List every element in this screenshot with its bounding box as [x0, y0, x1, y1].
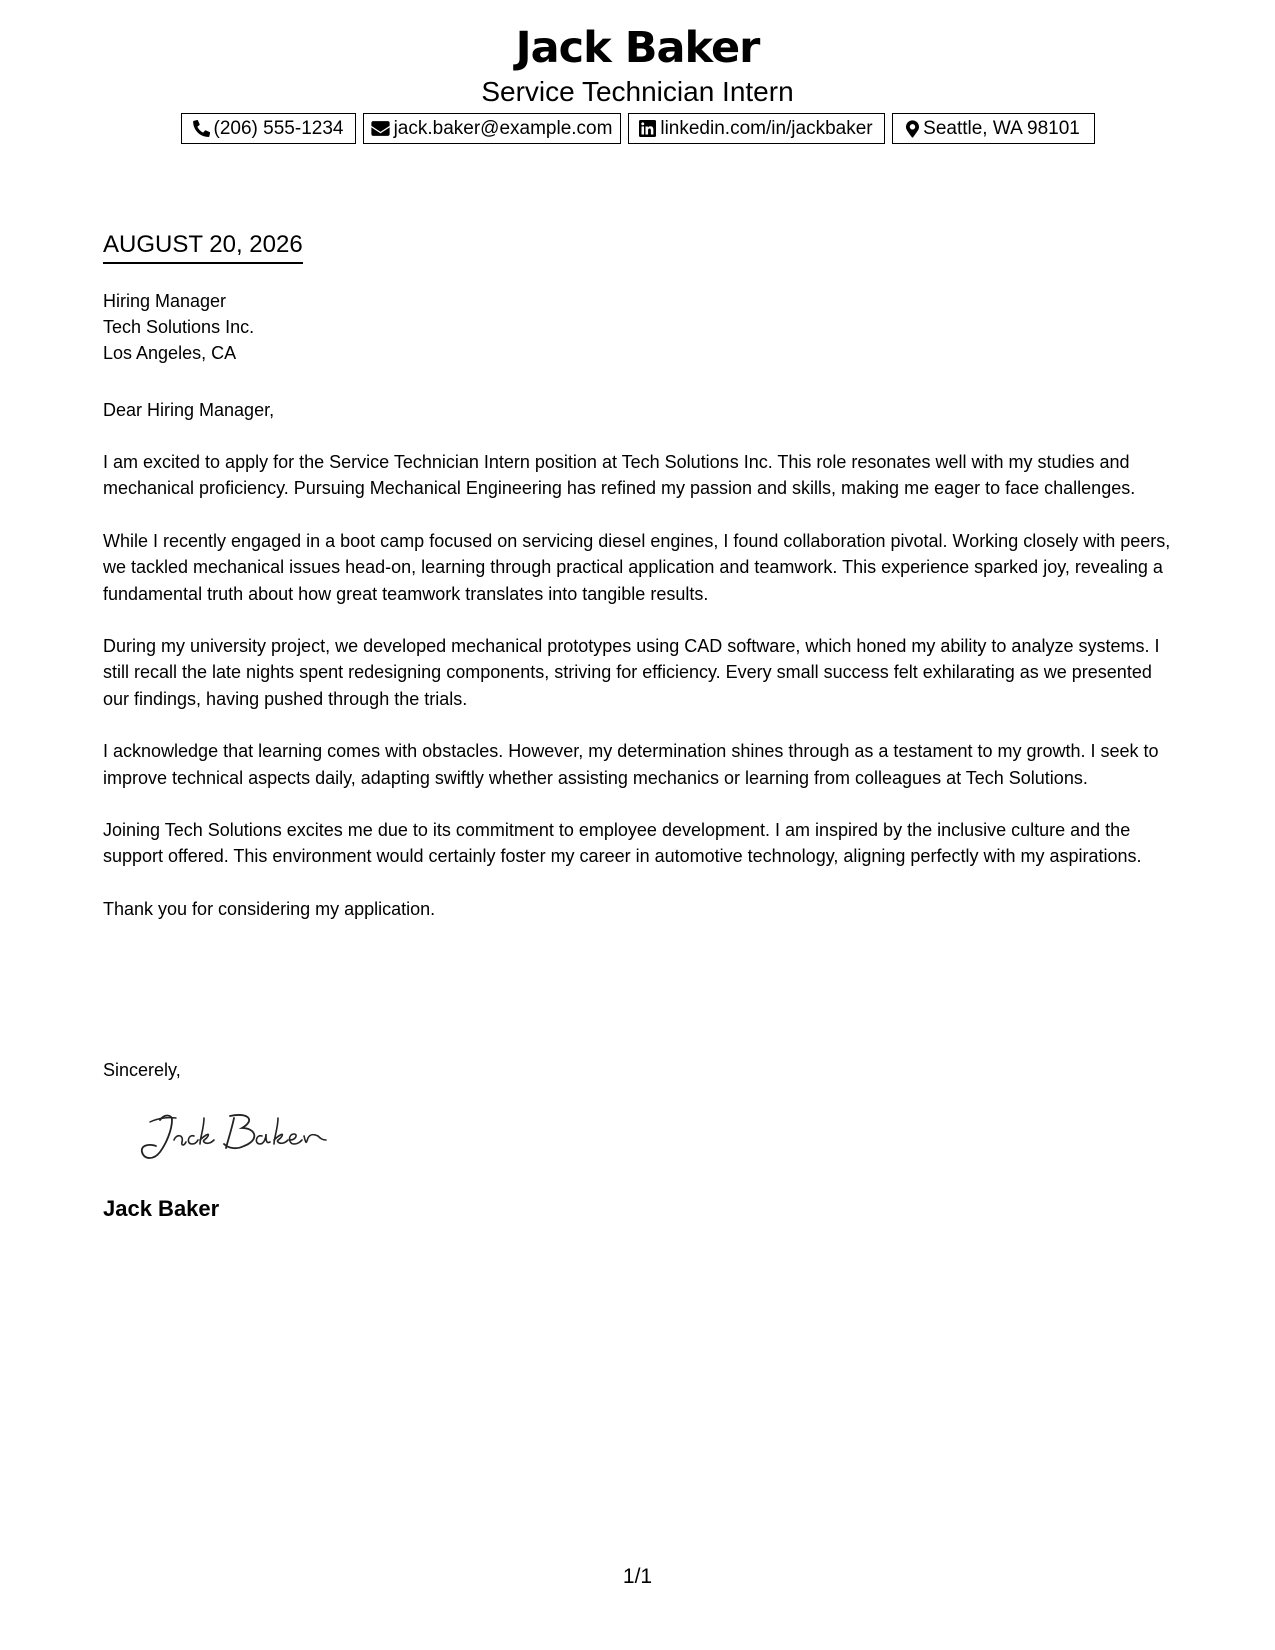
body-paragraph: While I recently engaged in a boot camp focused on servicing diesel engines, I found collaboration pivotal. Working closely with peers, we tackled mechanical issues head-on, learning through practical application and teamwork. This experience sparked joy, revealing a fundamental truth about how great teamwork translates into tangible results.: [103, 530, 1171, 604]
page-number: 1/1: [622, 1565, 653, 1588]
contact-linkedin: [628, 113, 885, 144]
recipient-company: Tech Solutions Inc.: [103, 317, 255, 337]
body-paragraph: During my university project, we developed mechanical prototypes using CAD software, which honed my ability to analyze systems. I still recall the late nights spent redesigning components, striving for efficiency. Every small success felt exhilarating as we presented our findings, having pushed through the trials.: [103, 636, 1160, 709]
contact-phone-text: (206) 555-1234: [213, 117, 344, 139]
linkedin-icon: [639, 120, 656, 137]
contact-email-text: jack.baker@example.com: [393, 117, 613, 139]
body-paragraph: I am excited to apply for the Service Technician Intern position at Tech Solutions Inc. This role resonates well with my studies and mechanical proficiency. Pursuing Mechanical Engineering has refined my passion and skills, making me eager to face challenges.: [103, 452, 1136, 499]
contact-email: [363, 113, 621, 144]
salutation: Dear Hiring Manager,: [103, 400, 275, 420]
contact-bar: [0, 113, 1275, 144]
letter-header: [0, 22, 1275, 109]
body-paragraph: Joining Tech Solutions excites me due to its commitment to employee development. I am inspired by the inclusive culture and the support offered. This environment would certainly foster my career in automotive technology, aligning perfectly with my aspirations.: [103, 820, 1142, 867]
job-title: Service Technician Intern: [481, 76, 794, 107]
letter-date: AUGUST 20, 2026: [103, 230, 303, 264]
body-paragraph: Thank you for considering my application.: [103, 898, 436, 919]
contact-phone: [181, 113, 356, 144]
signed-name: Jack Baker: [103, 1196, 220, 1221]
handwritten-signature: [138, 1110, 328, 1162]
map-marker-icon: [906, 120, 919, 138]
envelope-icon: [371, 121, 390, 136]
recipient-location: Los Angeles, CA: [103, 343, 237, 363]
phone-icon: [193, 120, 210, 137]
contact-linkedin-text: linkedin.com/in/jackbaker: [660, 117, 873, 139]
contact-location-text: Seattle, WA 98101: [923, 117, 1080, 139]
contact-location: [892, 113, 1095, 144]
body-paragraph: I acknowledge that learning comes with obstacles. However, my determination shines through as a testament to my growth. I seek to improve technical aspects daily, adapting swiftly whether assisting mechanics or learning from colleagues at Tech Solutions.: [103, 741, 1159, 788]
recipient-block: [103, 288, 254, 366]
closing: Sincerely,: [103, 1060, 181, 1080]
letter-body: [103, 449, 1173, 948]
recipient-name: Hiring Manager: [103, 291, 227, 311]
applicant-name: Jack Baker: [515, 23, 760, 73]
